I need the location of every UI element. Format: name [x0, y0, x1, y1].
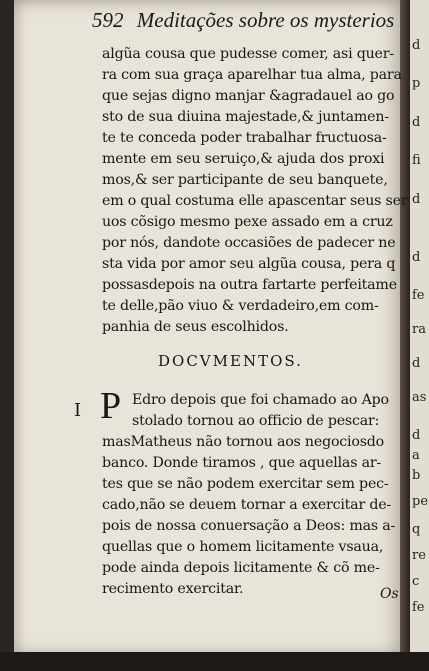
body-line: por nós, dandote occasiões de padecer ne: [102, 235, 396, 251]
body-line: ra com sua graça aparelhar tua alma, para: [102, 67, 402, 83]
facing-fragment: q: [412, 522, 421, 537]
bottom-edge: [0, 652, 429, 671]
body-line: te delle,pão viuo & verdadeiro,em com-: [102, 298, 379, 314]
section-line: stolado tornou ao officio de pescar:: [132, 413, 380, 429]
body-line: panhia de seus escolhidos.: [102, 319, 289, 335]
facing-fragment: a: [412, 448, 420, 463]
section-line: masMatheus não tornou aos negociosdo: [102, 434, 385, 450]
facing-fragment: b: [412, 468, 421, 483]
body-line: te te conceda poder trabalhar fructuosa-: [102, 130, 387, 146]
page-number: 592: [92, 8, 124, 32]
section-heading: DOCVMENTOS.: [158, 352, 303, 370]
section-line: tes que se não podem exercitar sem pec-: [102, 476, 389, 492]
body-line: uos cõsigo mesmo pexe assado em a cruz: [102, 214, 393, 230]
facing-fragment: d: [412, 115, 421, 130]
running-header: [92, 8, 395, 34]
drop-cap: P: [100, 385, 122, 427]
facing-fragment: d: [412, 38, 421, 53]
facing-fragment: c: [412, 574, 420, 589]
body-line: possasdepois na outra fartarte perfeitame: [102, 277, 397, 293]
facing-fragment: fe: [412, 600, 425, 615]
body-line: algũa cousa que pudesse comer, asi quer-: [102, 46, 394, 62]
facing-fragment: pe: [412, 494, 429, 509]
catchword: Os: [380, 586, 399, 602]
running-title: Meditações sobre os mysterios: [136, 8, 395, 32]
body-line: que sejas digno manjar &agradauel ao go: [102, 88, 395, 104]
facing-fragment: fe: [412, 288, 425, 303]
section-line: recimento exercitar.: [102, 581, 244, 597]
body-line: em o qual costuma elle apascentar seus ser: [102, 193, 408, 209]
section-line: cado,não se deuem tornar a exercitar de-: [102, 497, 392, 513]
section-line: Edro depois que foi chamado ao Apo: [132, 392, 389, 408]
facing-fragment: as: [412, 390, 427, 405]
section-number-marker: I: [74, 400, 82, 421]
facing-fragment: d: [412, 250, 421, 265]
section-line: banco. Donde tiramos , que aquellas ar-: [102, 455, 382, 471]
facing-fragment: fi: [412, 153, 421, 168]
facing-fragment: ra: [412, 322, 426, 337]
section-line: quellas que o homem licitamente vsaua,: [102, 539, 384, 555]
facing-fragment: p: [412, 76, 421, 91]
facing-fragment: re: [412, 548, 426, 563]
facing-fragment: d: [412, 356, 421, 371]
body-line: mos,& ser participante de seu banquete,: [102, 172, 388, 188]
facing-fragment: d: [412, 428, 421, 443]
facing-page-edge: [410, 0, 429, 671]
section-line: pode ainda depois licitamente & cõ me-: [102, 560, 380, 576]
facing-fragment: d: [412, 192, 421, 207]
body-line: mente em seu seruiço,& ajuda dos proxi: [102, 151, 385, 167]
section-line: pois de nossa conuersação a Deos: mas a-: [102, 518, 396, 534]
body-line: sta vida por amor seu algũa cousa, pera q: [102, 256, 396, 272]
body-line: sto de sua diuina majestade,& juntamen-: [102, 109, 389, 125]
